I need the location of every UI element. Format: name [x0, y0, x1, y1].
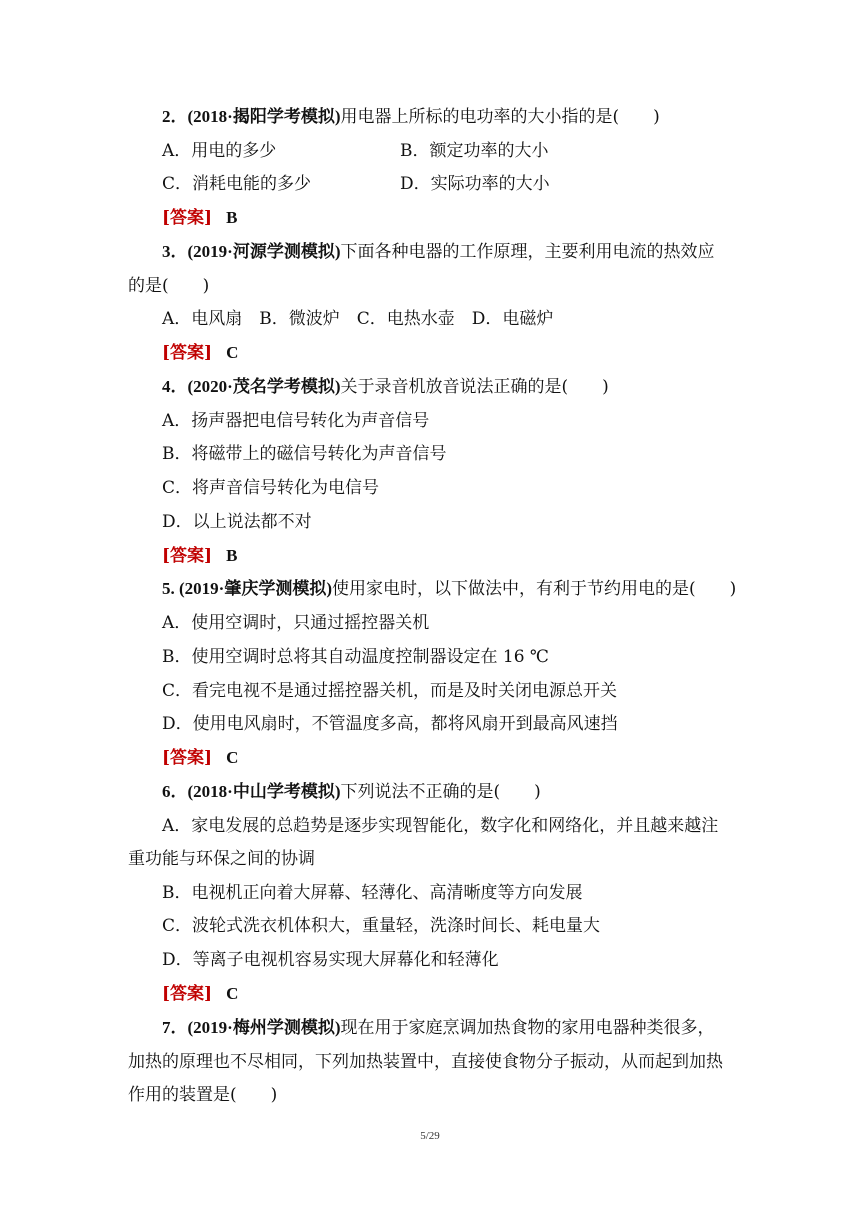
answer-value: B — [226, 546, 238, 565]
question-5-answer — [162, 747, 238, 769]
answer-value: C — [226, 748, 239, 767]
question-text: 使用家电时，以下做法中，有利于节约用电的是( ) — [332, 579, 737, 599]
question-number: 4． — [162, 377, 188, 396]
option-c: C．消耗电能的多少 — [162, 174, 312, 194]
answer-label: [答案] — [162, 546, 213, 566]
question-text: 下列说法不正确的是( ) — [340, 782, 541, 802]
question-number: 3． — [162, 242, 188, 261]
question-6-option-a: A．家电发展的总趋势是逐步实现智能化，数字化和网络化，并且越来越注 — [162, 816, 719, 836]
question-5-option-b: B．使用空调时总将其自动温度控制器设定在 16 ℃ — [162, 647, 549, 667]
question-source: (2018·中山学考模拟) — [187, 782, 341, 801]
question-6-option-b: B．电视机正向着大屏幕、轻薄化、高清晰度等方向发展 — [162, 883, 583, 903]
question-6-option-c: C．波轮式洗衣机体积大，重量轻，洗涤时间长、耗电量大 — [162, 916, 601, 936]
question-source: (2019·河源学测模拟) — [187, 242, 341, 261]
question-3-options: A．电风扇 B．微波炉 C．电热水壶 D．电磁炉 — [162, 309, 554, 329]
question-text: 关于录音机放音说法正确的是( ) — [340, 377, 609, 397]
question-7-stem-cont-1: 加热的原理也不尽相同，下列加热装置中，直接使食物分子振动，从而起到加热 — [128, 1052, 723, 1072]
question-6-option-a-cont: 重功能与环保之间的协调 — [128, 849, 315, 869]
question-source: (2019·梅州学测模拟) — [187, 1018, 341, 1037]
question-3-stem — [162, 241, 715, 263]
question-3-answer — [162, 342, 238, 364]
question-source: (2020·茂名学考模拟) — [187, 377, 341, 396]
answer-value: C — [226, 343, 239, 362]
answer-label: [答案] — [162, 343, 213, 363]
question-6-stem — [162, 781, 541, 803]
question-5-option-a: A．使用空调时，只通过摇控器关机 — [162, 613, 430, 633]
question-text: 现在用于家庭烹调加热食物的家用电器种类很多， — [340, 1018, 715, 1038]
option-a: A．用电的多少 — [162, 141, 277, 161]
question-3-stem-cont: 的是( ) — [128, 276, 210, 296]
answer-value: B — [226, 208, 238, 227]
question-text: 用电器上所标的电功率的大小指的是( ) — [340, 107, 660, 127]
question-7-stem — [162, 1017, 715, 1039]
question-2-options-row-1 — [162, 140, 762, 162]
question-4-option-c: C．将声音信号转化为电信号 — [162, 478, 380, 498]
question-7-stem-cont-2: 作用的装置是( ) — [128, 1085, 278, 1105]
question-4-option-a: A．扬声器把电信号转化为声音信号 — [162, 411, 430, 431]
question-5-option-d: D．使用电风扇时，不管温度多高，都将风扇开到最高风速挡 — [162, 714, 618, 734]
option-d: D．实际功率的大小 — [400, 174, 550, 194]
question-number: 2． — [162, 107, 188, 126]
question-5-stem — [162, 578, 736, 600]
question-number: 6． — [162, 782, 188, 801]
question-2-answer — [162, 207, 237, 229]
answer-label: [答案] — [162, 208, 213, 228]
page-number: 5/29 — [420, 1130, 440, 1142]
question-4-stem — [162, 376, 609, 398]
answer-label: [答案] — [162, 748, 213, 768]
question-2-stem — [162, 106, 660, 128]
question-number: 5. — [162, 579, 179, 598]
question-number: 7． — [162, 1018, 188, 1037]
question-6-option-d: D．等离子电视机容易实现大屏幕化和轻薄化 — [162, 950, 499, 970]
question-source: (2019·肇庆学测模拟) — [179, 579, 332, 598]
question-4-option-d: D．以上说法都不对 — [162, 512, 312, 532]
question-2-options-row-2 — [162, 173, 762, 195]
question-text: 下面各种电器的工作原理，主要利用电流的热效应 — [340, 242, 715, 262]
answer-label: [答案] — [162, 984, 213, 1004]
answer-value: C — [226, 984, 239, 1003]
question-5-option-c: C．看完电视不是通过摇控器关机，而是及时关闭电源总开关 — [162, 681, 618, 701]
question-6-answer — [162, 983, 238, 1005]
question-4-answer — [162, 545, 237, 567]
question-4-option-b: B．将磁带上的磁信号转化为声音信号 — [162, 444, 447, 464]
question-source: (2018·揭阳学考模拟) — [187, 107, 341, 126]
option-b: B．额定功率的大小 — [400, 141, 549, 161]
